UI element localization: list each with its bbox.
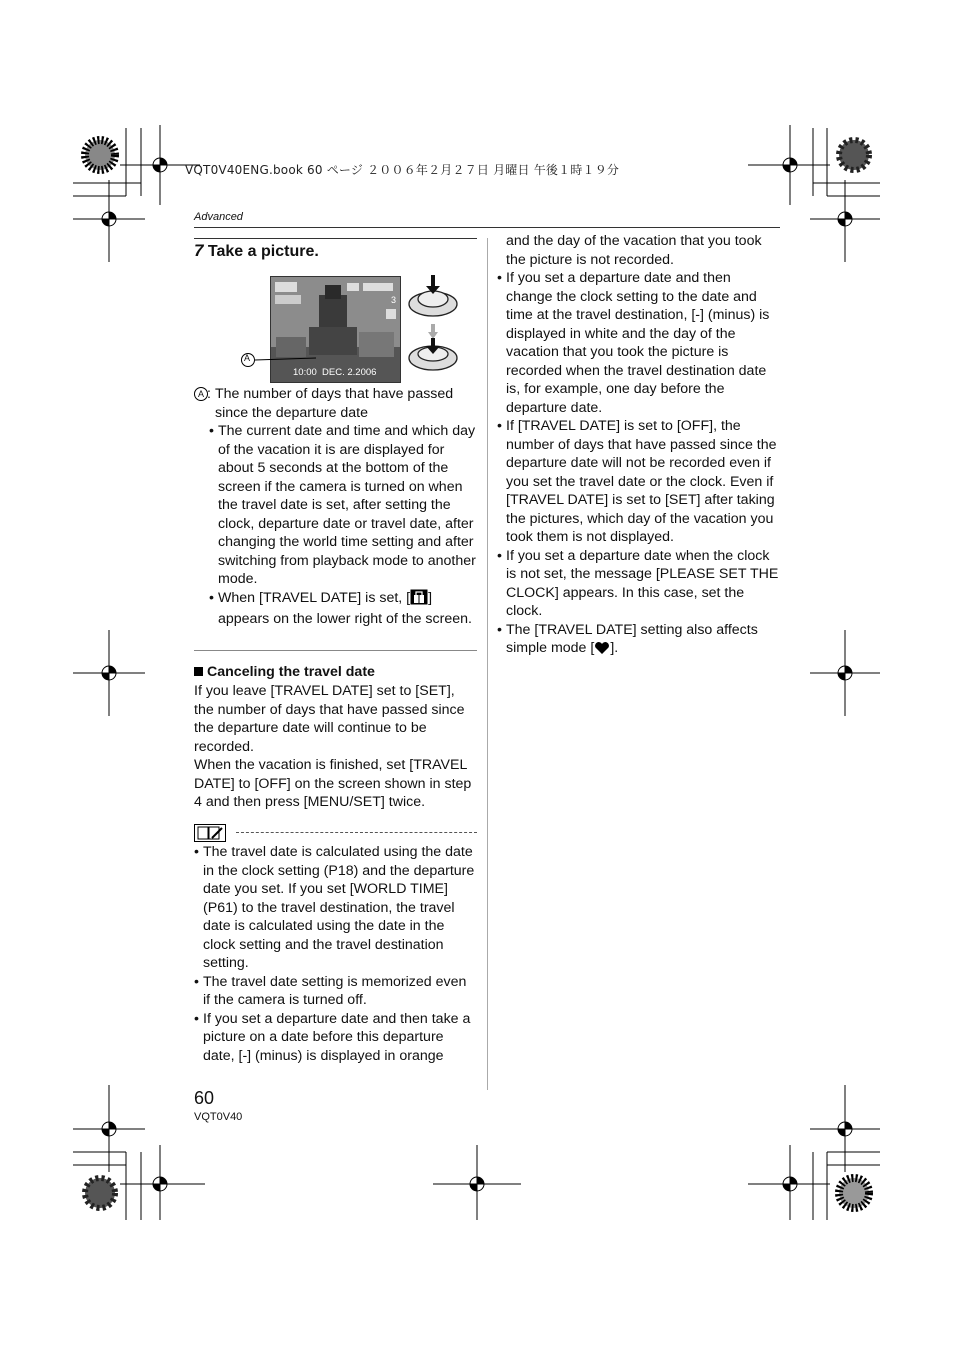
header-rule [194,227,780,228]
section-rule [194,650,477,651]
right-bullets [497,269,781,661]
step-title: Take a picture. [207,243,319,260]
step-number: 7 [194,241,204,260]
page-number: 60 [194,1088,215,1108]
travel-date-icon [410,589,428,611]
shutter-button-icon [405,272,461,384]
list-item: • The current date and time and which day of the vacation it is are displayed for about 5 seconds at the bottom of the screen if the camera is turned on when the travel date is set, after setting the clock, departure date or travel date, after changing the world time setting and after switching from playback mode to another mode. [209,422,479,589]
callout-marker: A [194,387,208,401]
heart-icon [594,641,610,661]
callout-text-line1: The number of days that have passed [215,386,454,402]
list-item: • The [TRAVEL DATE] setting also affects simple mode [ ]. [497,621,781,661]
list-item: • The travel date is calculated using the date in the clock setting (P18) and the departure date you set. If you set [WORLD TIME] (P61) to the travel destination, the travel date is calculated using the date in the clock setting and the travel destination setting. [194,843,477,973]
right-column [497,232,781,661]
note-dashed-line [236,832,477,833]
step-heading [194,241,319,261]
note-list [194,843,477,1065]
list-item: • If you set a departure date and then take a picture on a date before this departure date, [-] (minus) is displayed in orange [194,1010,477,1066]
step-rule [194,238,477,239]
list-item: • The travel date setting is memorized even if the camera is turned off. [194,973,477,1010]
callout-letter: A [244,353,251,363]
callout-leader [240,352,320,368]
section-label: Advanced [194,211,243,223]
column-divider [487,238,488,1090]
cancel-paragraph-2: When the vacation is finished, set [TRAVEL DATE] to [OFF] on the screen shown in step 4 and then press [MENU/SET] twice. [194,757,472,810]
continued-text: and the day of the vacation that you took the picture is not recorded. [506,233,762,268]
subheading: Canceling the travel date [194,664,375,680]
callout-description: A : The number of days that have passed since the departure date • The current date and time and which day of the vacation it is are displayed for about 5 seconds at the bottom of the screen if the camera is turned on when the travel date is set, after setting the clock, departure date or travel date, after changing the world time setting and after switching from playback mode to another mode. • When [TRAVEL DATE] is set, [ ] appears on the lower right of the screen. [194,385,479,629]
print-info-line: VQT0V40ENG.book 60 ページ ２００６年２月２７日 月曜日 午後１時１９分 [185,163,620,177]
list-item: • If [TRAVEL DATE] is set to [OFF], the number of days that have passed since the departure date will not be recorded even if you set the travel date or the clock. Even if [TRAVEL DATE] is set to [SET] after taking the pictures, which day of the vacation you took them is not displayed. [497,417,781,547]
callout-bullets [209,422,479,629]
cancel-paragraph-1: If you leave [TRAVEL DATE] set to [SET], the number of days that have passed since the departure date will continue to be recorded. [194,683,465,755]
list-item: • If you set a departure date and then change the clock setting to the date and time at the travel destination, [-] (minus) is displayed in white and the day of the vacation that you took the picture is recorded when the travel destination date is, for example, one day before the departure date. [497,269,781,417]
callout-text-line2: since the departure date [215,404,369,421]
screen-timestamp: 10:00 DEC. 2.2006 [293,367,377,378]
note-icon [194,824,226,842]
frames-remaining: 3 [390,295,396,305]
list-item: • When [TRAVEL DATE] is set, [ ] appears on the lower right of the screen. [209,589,479,629]
square-bullet-icon [194,667,203,676]
list-item: • If you set a departure date when the clock is not set, the message [PLEASE SET THE CLOCK] appears. In this case, set the clock. [497,547,781,621]
model-code: VQT0V40 [194,1111,243,1123]
